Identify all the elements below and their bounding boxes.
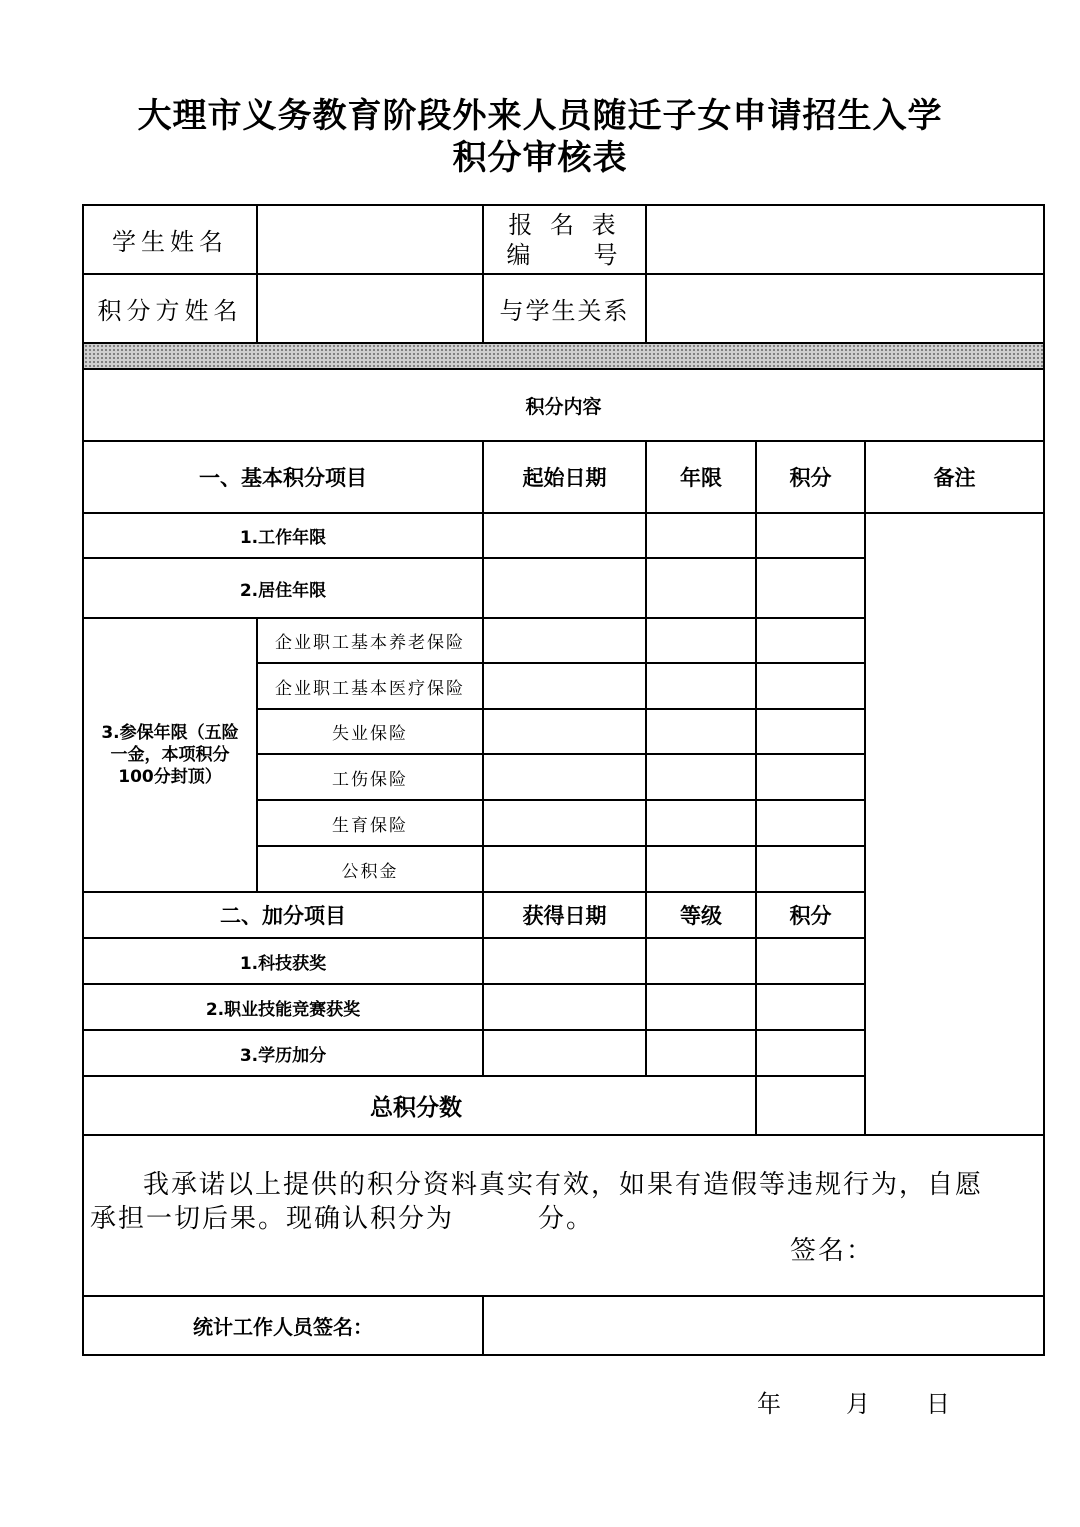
- residence-years-years[interactable]: [645, 557, 757, 619]
- insurance-injury-start-date[interactable]: [482, 753, 647, 801]
- residence-years-start-date[interactable]: [482, 557, 647, 619]
- pledge-line2: 承担一切后果。现确认积分为 分。: [90, 1204, 595, 1234]
- points-content-header: 积分内容: [82, 368, 1045, 442]
- student-name-field[interactable]: [256, 204, 484, 275]
- skills-competition-date[interactable]: [482, 983, 647, 1031]
- total-points-field[interactable]: [755, 1075, 866, 1136]
- form-number-label: [482, 204, 647, 275]
- sci-tech-award-points[interactable]: [755, 937, 866, 985]
- work-years-points[interactable]: [755, 512, 866, 559]
- remarks-field[interactable]: [864, 512, 1045, 1136]
- insurance-maternity-start-date[interactable]: [482, 799, 647, 847]
- form-number-field[interactable]: [645, 204, 1045, 275]
- education-bonus-label: 3.学历加分: [82, 1029, 484, 1077]
- insurance-injury-label: 工伤保险: [256, 753, 484, 801]
- work-years-start-date[interactable]: [482, 512, 647, 559]
- staff-signature-field[interactable]: [482, 1295, 1045, 1356]
- hatched-separator: [82, 342, 1045, 370]
- housing-fund-years[interactable]: [645, 845, 757, 893]
- student-name-label: 学生姓名: [82, 204, 258, 275]
- col-award-date: 获得日期: [482, 891, 647, 939]
- insurance-medical-years[interactable]: [645, 662, 757, 710]
- col-bonus-points: 积分: [755, 891, 866, 939]
- total-points-label: 总积分数: [82, 1075, 757, 1136]
- insurance-maternity-label: 生育保险: [256, 799, 484, 847]
- insurance-unemployment-start-date[interactable]: [482, 708, 647, 755]
- housing-fund-label: 公积金: [256, 845, 484, 893]
- sci-tech-award-level[interactable]: [645, 937, 757, 985]
- form-title-line1: 大理市义务教育阶段外来人员随迁子女申请招生入学: [137, 96, 943, 136]
- insurance-medical-points[interactable]: [755, 662, 866, 710]
- insurance-unemployment-years[interactable]: [645, 708, 757, 755]
- skills-competition-points[interactable]: [755, 983, 866, 1031]
- pledge-signature-label: 签名：: [790, 1236, 875, 1266]
- education-bonus-points[interactable]: [755, 1029, 866, 1077]
- insurance-medical-label: 企业职工基本医疗保险: [256, 662, 484, 710]
- insurance-medical-start-date[interactable]: [482, 662, 647, 710]
- date-day-label: 日: [926, 1390, 950, 1418]
- relation-field[interactable]: [645, 273, 1045, 344]
- housing-fund-start-date[interactable]: [482, 845, 647, 893]
- skills-competition-level[interactable]: [645, 983, 757, 1031]
- form-number-label-line2: 编 号: [506, 240, 623, 269]
- work-years-label: 1.工作年限: [82, 512, 484, 559]
- education-bonus-date[interactable]: [482, 1029, 647, 1077]
- col-level: 等级: [645, 891, 757, 939]
- section1-title: 一、基本积分项目: [82, 440, 484, 514]
- form-number-label-line1: 报 名 表: [508, 210, 621, 239]
- points-holder-label: 积分方姓名: [82, 273, 258, 344]
- col-years: 年限: [645, 440, 757, 514]
- sci-tech-award-date[interactable]: [482, 937, 647, 985]
- points-holder-field[interactable]: [256, 273, 484, 344]
- insurance-unemployment-points[interactable]: [755, 708, 866, 755]
- form-title-line2: 积分审核表: [452, 138, 628, 178]
- col-remarks: 备注: [864, 440, 1045, 514]
- insurance-unemployment-label: 失业保险: [256, 708, 484, 755]
- insurance-pension-points[interactable]: [755, 617, 866, 664]
- insurance-maternity-points[interactable]: [755, 799, 866, 847]
- date-month-label: 月: [846, 1390, 870, 1418]
- insurance-pension-label: 企业职工基本养老保险: [256, 617, 484, 664]
- insurance-maternity-years[interactable]: [645, 799, 757, 847]
- col-start-date: 起始日期: [482, 440, 647, 514]
- education-bonus-level[interactable]: [645, 1029, 757, 1077]
- residence-years-points[interactable]: [755, 557, 866, 619]
- work-years-years[interactable]: [645, 512, 757, 559]
- insurance-injury-points[interactable]: [755, 753, 866, 801]
- housing-fund-points[interactable]: [755, 845, 866, 893]
- residence-years-label: 2.居住年限: [82, 557, 484, 619]
- pledge-line1: 我承诺以上提供的积分资料真实有效，如果有造假等违规行为，自愿: [143, 1170, 984, 1200]
- section2-title: 二、加分项目: [82, 891, 484, 939]
- insurance-years-label: 3.参保年限（五险一金，本项积分100分封顶）: [82, 617, 258, 893]
- relation-label: 与学生关系: [482, 273, 647, 344]
- insurance-pension-years[interactable]: [645, 617, 757, 664]
- staff-signature-label: 统计工作人员签名：: [82, 1295, 484, 1356]
- skills-competition-label: 2.职业技能竞赛获奖: [82, 983, 484, 1031]
- date-year-label: 年: [757, 1390, 781, 1418]
- col-points: 积分: [755, 440, 866, 514]
- insurance-injury-years[interactable]: [645, 753, 757, 801]
- sci-tech-award-label: 1.科技获奖: [82, 937, 484, 985]
- insurance-pension-start-date[interactable]: [482, 617, 647, 664]
